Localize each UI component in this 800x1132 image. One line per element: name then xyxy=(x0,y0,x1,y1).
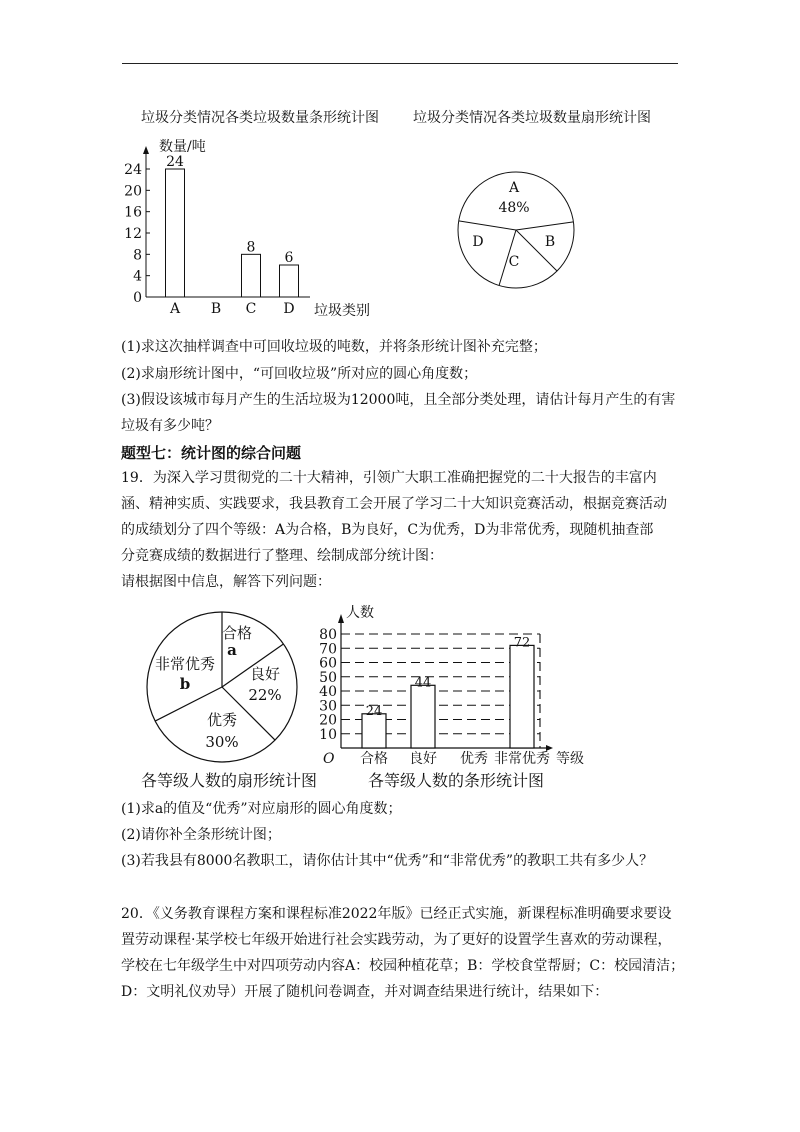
y-tick-label: 80 xyxy=(319,627,337,643)
q19-text-line-3: 的成绩划分了四个等级：A为合格，B为良好，C为优秀，D为非常优秀，现随机抽查部 xyxy=(121,522,654,538)
pie-slice-value: 30% xyxy=(205,733,239,751)
q19-question-2: (2)请你补全条形统计图； xyxy=(121,827,281,843)
q18-bar-chart-title: 垃圾分类情况各类垃圾数量条形统计图 xyxy=(141,110,379,126)
y-tick-label: 10 xyxy=(319,726,337,743)
q18-question-3: (3)假设该城市每月产生的生活垃圾为12000吨，且全部分类处理，请估计每月产生的有害 xyxy=(121,392,676,408)
x-tick-label: 合格 xyxy=(360,751,388,767)
y-tick-label: 8 xyxy=(133,247,142,264)
q19-pie-caption: 各等级人数的扇形统计图 xyxy=(141,771,318,790)
y-axis-arrow xyxy=(338,614,344,623)
pie-slice-value: b xyxy=(179,675,191,693)
pie-slice-value: 22% xyxy=(248,686,282,704)
pie-slice-label: 非常优秀 xyxy=(154,655,216,673)
bar-value-label: 72 xyxy=(513,635,531,651)
x-tick-label: C xyxy=(245,301,257,317)
pie-slice-label: B xyxy=(544,234,556,250)
pie-slice-label: D xyxy=(472,234,484,250)
x-axis-label: 等级 xyxy=(556,751,584,767)
y-tick-label: 20 xyxy=(124,183,142,200)
y-tick-label: 20 xyxy=(319,712,337,729)
y-axis-label: 数量/吨 xyxy=(159,139,206,155)
q19-text-line-5: 请根据图中信息，解答下列问题： xyxy=(121,574,331,590)
bar-value-label: 24 xyxy=(365,703,383,719)
q20-text-line-1: 20．《义务教育课程方案和课程标准2022年版》已经正式实施，新课程标准明确要求要设 xyxy=(121,906,672,922)
q19-text-line-1: 19．为深入学习贯彻党的二十大精神，引领广大职工准确把握党的二十大报告的丰富内 xyxy=(121,470,657,486)
y-tick-label: 16 xyxy=(124,204,142,221)
bar xyxy=(362,714,386,748)
q20-text-line-3: 学校在七年级学生中对四项劳动内容A：校园种植花草；B：学校食堂帮厨；C：校园清洁； xyxy=(121,958,685,974)
x-tick-label: 优秀 xyxy=(460,751,488,767)
q18-pie-chart-title: 垃圾分类情况各类垃圾数量扇形统计图 xyxy=(413,110,651,126)
y-tick-label: 24 xyxy=(124,162,142,178)
q20-text-line-2: 置劳动课程·某学校七年级开始进行社会实践劳动，为了更好的设置学生喜欢的劳动课程， xyxy=(121,932,672,948)
y-tick-label: 70 xyxy=(319,641,337,658)
q19-question-1: (1)求a的值及“优秀”对应扇形的圆心角度数； xyxy=(121,801,402,817)
y-tick-label: 4 xyxy=(133,268,142,285)
y-axis-label: 人数 xyxy=(346,605,374,621)
x-tick-label: B xyxy=(210,301,222,317)
pie-slice-value: 48% xyxy=(498,200,530,216)
pie-slice-label: C xyxy=(508,254,520,270)
bar-value-label: 6 xyxy=(284,250,294,266)
q19-text-line-4: 分竞赛成绩的数据进行了整理、绘制成部分统计图： xyxy=(121,548,443,564)
bar-value-label: 44 xyxy=(414,675,432,691)
bar xyxy=(411,685,435,748)
section-heading: 题型七：统计图的综合问题 xyxy=(121,444,302,462)
q18-question-2: (2)求扇形统计图中，“可回收垃圾”所对应的圆心角度数； xyxy=(121,366,478,382)
pie-slice-label: 良好 xyxy=(249,665,281,683)
pie-slice-label: 优秀 xyxy=(206,711,238,729)
pie-slice-label: A xyxy=(508,180,520,196)
x-axis-label: 垃圾类别 xyxy=(314,303,370,319)
y-tick-label: 60 xyxy=(319,655,337,672)
origin-label: O xyxy=(323,751,335,767)
pie-slice-label: 合格 xyxy=(221,624,253,642)
q20-text-line-4: D：文明礼仪劝导）开展了随机问卷调查，并对调查结果进行统计，结果如下： xyxy=(121,984,609,1000)
pie-slice-value: a xyxy=(227,641,237,659)
q18-question-1: (1)求这次抽样调查中可回收垃圾的吨数，并将条形统计图补充完整； xyxy=(121,339,547,355)
x-tick-label: D xyxy=(283,301,295,317)
bar xyxy=(510,645,534,748)
y-tick-label: 0 xyxy=(133,290,142,306)
q18-question-3-cont: 垃圾有多少吨？ xyxy=(121,418,219,434)
q19-bar-caption: 各等级人数的条形统计图 xyxy=(368,771,545,790)
x-tick-label: A xyxy=(169,301,181,317)
x-tick-label: 良好 xyxy=(409,751,437,767)
y-tick-label: 30 xyxy=(319,698,337,715)
q19-question-3: (3)若我县有8000名教职工，请你估计其中“优秀”和“非常优秀”的教职工共有多少人？ xyxy=(121,853,654,869)
bar-value-label: 24 xyxy=(166,154,184,170)
y-tick-label: 12 xyxy=(124,226,142,242)
bar-value-label: 8 xyxy=(246,239,256,256)
y-tick-label: 50 xyxy=(319,669,337,686)
x-tick-label: 非常优秀 xyxy=(494,751,550,767)
y-tick-label: 40 xyxy=(319,684,337,700)
q19-text-line-2: 涵、精神实质、实践要求，我县教育工会开展了学习二十大知识竞赛活动，根据竞赛活动 xyxy=(121,496,667,512)
